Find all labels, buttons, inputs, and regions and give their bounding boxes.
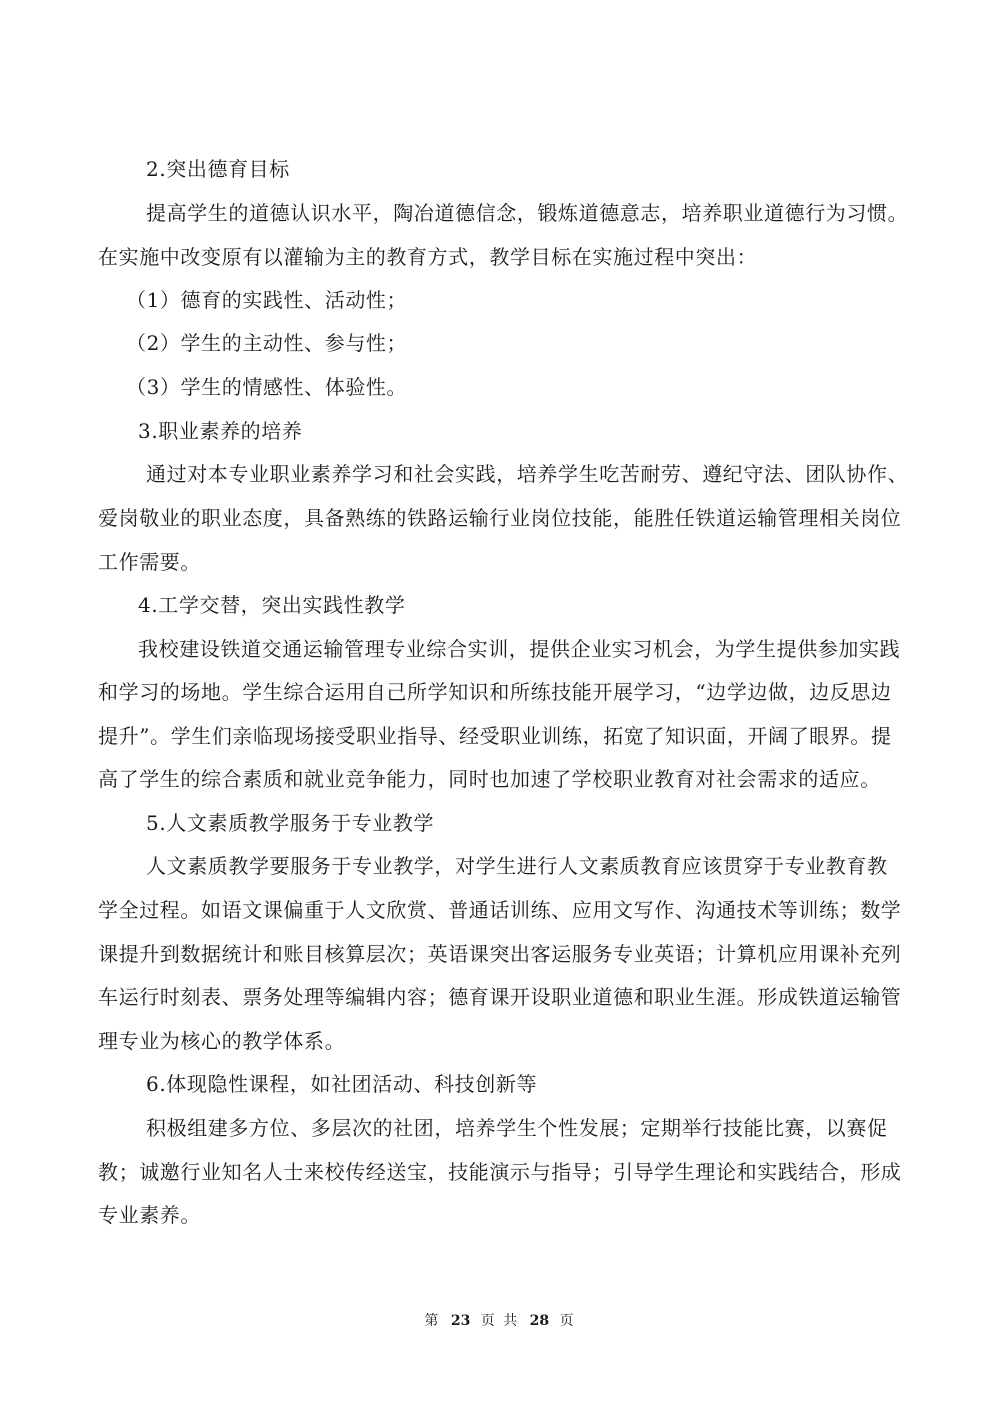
section-heading-professional-quality: 3.职业素养的培养 <box>138 419 303 443</box>
paragraph-line: 积极组建多方位、多层次的社团，培养学生个性发展；定期举行技能比赛，以赛促 <box>146 1116 888 1140</box>
section-heading-hidden-curriculum: 6.体现隐性课程，如社团活动、科技创新等 <box>146 1072 538 1096</box>
list-item: （1）德育的实践性、活动性； <box>126 288 408 312</box>
footer-middle: 页 共 <box>480 1313 520 1329</box>
footer-prefix: 第 <box>424 1313 441 1329</box>
paragraph-line: 理专业为核心的教学体系。 <box>98 1029 346 1053</box>
list-item: （3）学生的情感性、体验性。 <box>126 375 408 399</box>
paragraph-line: 爱岗敬业的职业态度，具备熟练的铁路运输行业岗位技能，能胜任铁道运输管理相关岗位 <box>98 506 902 530</box>
paragraph-line: 和学习的场地。学生综合运用自己所学知识和所练技能开展学习，“边学边做，边反思边 <box>98 680 892 704</box>
total-page-number: 28 <box>529 1313 550 1329</box>
paragraph-line: 课提升到数据统计和账目核算层次；英语课突出客运服务专业英语；计算机应用课补充列 <box>98 942 902 966</box>
paragraph-line: 提升”。学生们亲临现场接受职业指导、经受职业训练，拓宽了知识面，开阔了眼界。提 <box>98 724 892 748</box>
paragraph-line: 专业素养。 <box>98 1203 201 1227</box>
paragraph-line: 我校建设铁道交通运输管理专业综合实训，提供企业实习机会，为学生提供参加实践 <box>138 637 901 661</box>
paragraph-line: 车运行时刻表、票务处理等编辑内容；德育课开设职业道德和职业生涯。形成铁道运输管 <box>98 985 902 1009</box>
paragraph-line: 人文素质教学要服务于专业教学，对学生进行人文素质教育应该贯穿于专业教育教 <box>146 854 888 878</box>
page-footer <box>0 1311 1000 1331</box>
paragraph-line: 工作需要。 <box>98 550 201 574</box>
section-heading-work-study: 4.工学交替，突出实践性教学 <box>138 593 406 617</box>
section-heading-moral-goals: 2.突出德育目标 <box>146 157 290 181</box>
paragraph-line: 通过对本专业职业素养学习和社会实践，培养学生吃苦耐劳、遵纪守法、团队协作、 <box>146 462 909 486</box>
section-heading-humanities: 5.人文素质教学服务于专业教学 <box>146 811 435 835</box>
paragraph-line: 学全过程。如语文课偏重于人文欣赏、普通话训练、应用文写作、沟通技术等训练；数学 <box>98 898 902 922</box>
current-page-number: 23 <box>450 1313 471 1329</box>
paragraph-line: 教；诚邀行业知名人士来校传经送宝，技能演示与指导；引导学生理论和实践结合，形成 <box>98 1160 902 1184</box>
paragraph-line: 高了学生的综合素质和就业竞争能力，同时也加速了学校职业教育对社会需求的适应。 <box>98 767 881 791</box>
paragraph-line: 提高学生的道德认识水平，陶冶道德信念，锻炼道德意志，培养职业道德行为习惯。 <box>146 201 909 225</box>
footer-suffix: 页 <box>559 1313 576 1329</box>
paragraph-line: 在实施中改变原有以灌输为主的教育方式，教学目标在实施过程中突出： <box>98 245 758 269</box>
list-item: （2）学生的主动性、参与性； <box>126 331 408 355</box>
